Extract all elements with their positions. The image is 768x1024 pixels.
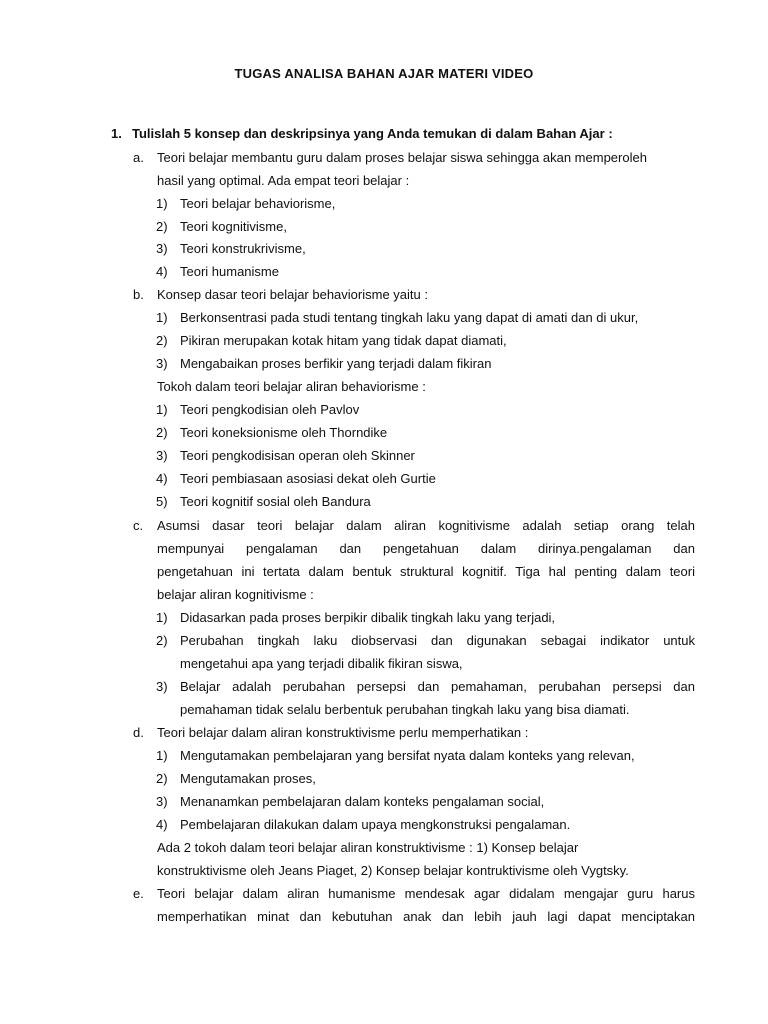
list-item: Belajar adalah perubahan persepsi dan pemahaman, perubahan persepsi dan <box>180 679 695 694</box>
list-number: 4) <box>156 817 168 832</box>
item-b-tokoh: Tokoh dalam teori belajar aliran behaviorisme : <box>157 379 426 394</box>
list-number: 3) <box>156 794 168 809</box>
item-c-marker: c. <box>133 518 144 533</box>
list-number: 4) <box>156 471 168 486</box>
list-item: Mengutamakan proses, <box>180 771 316 786</box>
item-c-line: pengetahuan ini tertata dalam bentuk struktural kognitif. Tiga hal penting dalam teori <box>157 564 695 579</box>
list-number: 1) <box>156 748 168 763</box>
list-number: 3) <box>156 448 168 463</box>
item-d-intro: Teori belajar dalam aliran konstruktivisme perlu memperhatikan : <box>157 725 529 740</box>
item-e-line: memperhatikan minat dan kebutuhan anak dan lebih jauh lagi dapat menciptakan <box>157 909 695 924</box>
list-number: 1) <box>156 402 168 417</box>
question-number: 1. <box>111 126 122 141</box>
list-item: Teori koneksionisme oleh Thorndike <box>180 425 388 440</box>
list-item: Menanamkan pembelajaran dalam konteks pengalaman social, <box>180 794 545 809</box>
list-number: 2) <box>156 333 168 348</box>
item-e-line: Teori belajar dalam aliran humanisme mendesak agar didalam mengajar guru harus <box>157 886 695 901</box>
list-item: Teori kognitivisme, <box>180 219 287 234</box>
list-item: Teori belajar behaviorisme, <box>180 196 336 211</box>
list-number: 1) <box>156 610 168 625</box>
list-item: Mengabaikan proses berfikir yang terjadi dalam fikiran <box>180 356 492 371</box>
item-b-marker: b. <box>133 287 144 302</box>
list-number: 3) <box>156 679 168 694</box>
list-number: 4) <box>156 264 168 279</box>
list-number: 2) <box>156 219 168 234</box>
list-number: 5) <box>156 494 168 509</box>
item-a-marker: a. <box>133 150 144 165</box>
list-number: 2) <box>156 771 168 786</box>
list-number: 1) <box>156 310 168 325</box>
item-d-tokoh: konstruktivisme oleh Jeans Piaget, 2) Konsep belajar kontruktivisme oleh Vygtsky. <box>157 863 629 878</box>
item-a-line: hasil yang optimal. Ada empat teori belajar : <box>157 173 410 188</box>
item-d-marker: d. <box>133 725 144 740</box>
item-b-intro: Konsep dasar teori belajar behaviorisme yaitu : <box>157 287 428 302</box>
list-item: Teori konstrukrivisme, <box>180 241 306 256</box>
list-item: Didasarkan pada proses berpikir dibalik tingkah laku yang terjadi, <box>180 610 556 625</box>
list-item: Teori kognitif sosial oleh Bandura <box>180 494 371 509</box>
list-item: Pembelajaran dilakukan dalam upaya mengkonstruksi pengalaman. <box>180 817 571 832</box>
item-e-marker: e. <box>133 886 144 901</box>
list-item: Pikiran merupakan kotak hitam yang tidak dapat diamati, <box>180 333 507 348</box>
list-number: 3) <box>156 241 168 256</box>
list-number: 3) <box>156 356 168 371</box>
list-item-continued: mengetahui apa yang terjadi dibalik fikiran siswa, <box>180 656 463 671</box>
item-a-line: Teori belajar membantu guru dalam proses belajar siswa sehingga akan memperoleh <box>157 150 647 165</box>
item-c-line: belajar aliran kognitivisme : <box>157 587 314 602</box>
list-number: 1) <box>156 196 168 211</box>
list-number: 2) <box>156 633 168 648</box>
list-item: Teori pengkodisian oleh Pavlov <box>180 402 360 417</box>
list-item-continued: pemahaman tidak selalu berbentuk perubahan tingkah laku yang bisa diamati. <box>180 702 630 717</box>
item-c-line: mempunyai pengalaman dan pengetahuan dalam dirinya.pengalaman dan <box>157 541 695 556</box>
item-d-tokoh: Ada 2 tokoh dalam teori belajar aliran konstruktivisme : 1) Konsep belajar <box>157 840 579 855</box>
list-item: Teori humanisme <box>180 264 279 279</box>
list-item: Teori pengkodisisan operan oleh Skinner <box>180 448 415 463</box>
item-c-line: Asumsi dasar teori belajar dalam aliran kognitivisme adalah setiap orang telah <box>157 518 695 533</box>
document-title: TUGAS ANALISA BAHAN AJAR MATERI VIDEO <box>234 66 534 81</box>
list-item: Perubahan tingkah laku diobservasi dan digunakan sebagai indikator untuk <box>180 633 695 648</box>
list-number: 2) <box>156 425 168 440</box>
list-item: Mengutamakan pembelajaran yang bersifat nyata dalam konteks yang relevan, <box>180 748 635 763</box>
question-text: Tulislah 5 konsep dan deskripsinya yang Anda temukan di dalam Bahan Ajar : <box>132 126 613 141</box>
list-item: Teori pembiasaan asosiasi dekat oleh Gurtie <box>180 471 436 486</box>
list-item: Berkonsentrasi pada studi tentang tingkah laku yang dapat di amati dan di ukur, <box>180 310 639 325</box>
